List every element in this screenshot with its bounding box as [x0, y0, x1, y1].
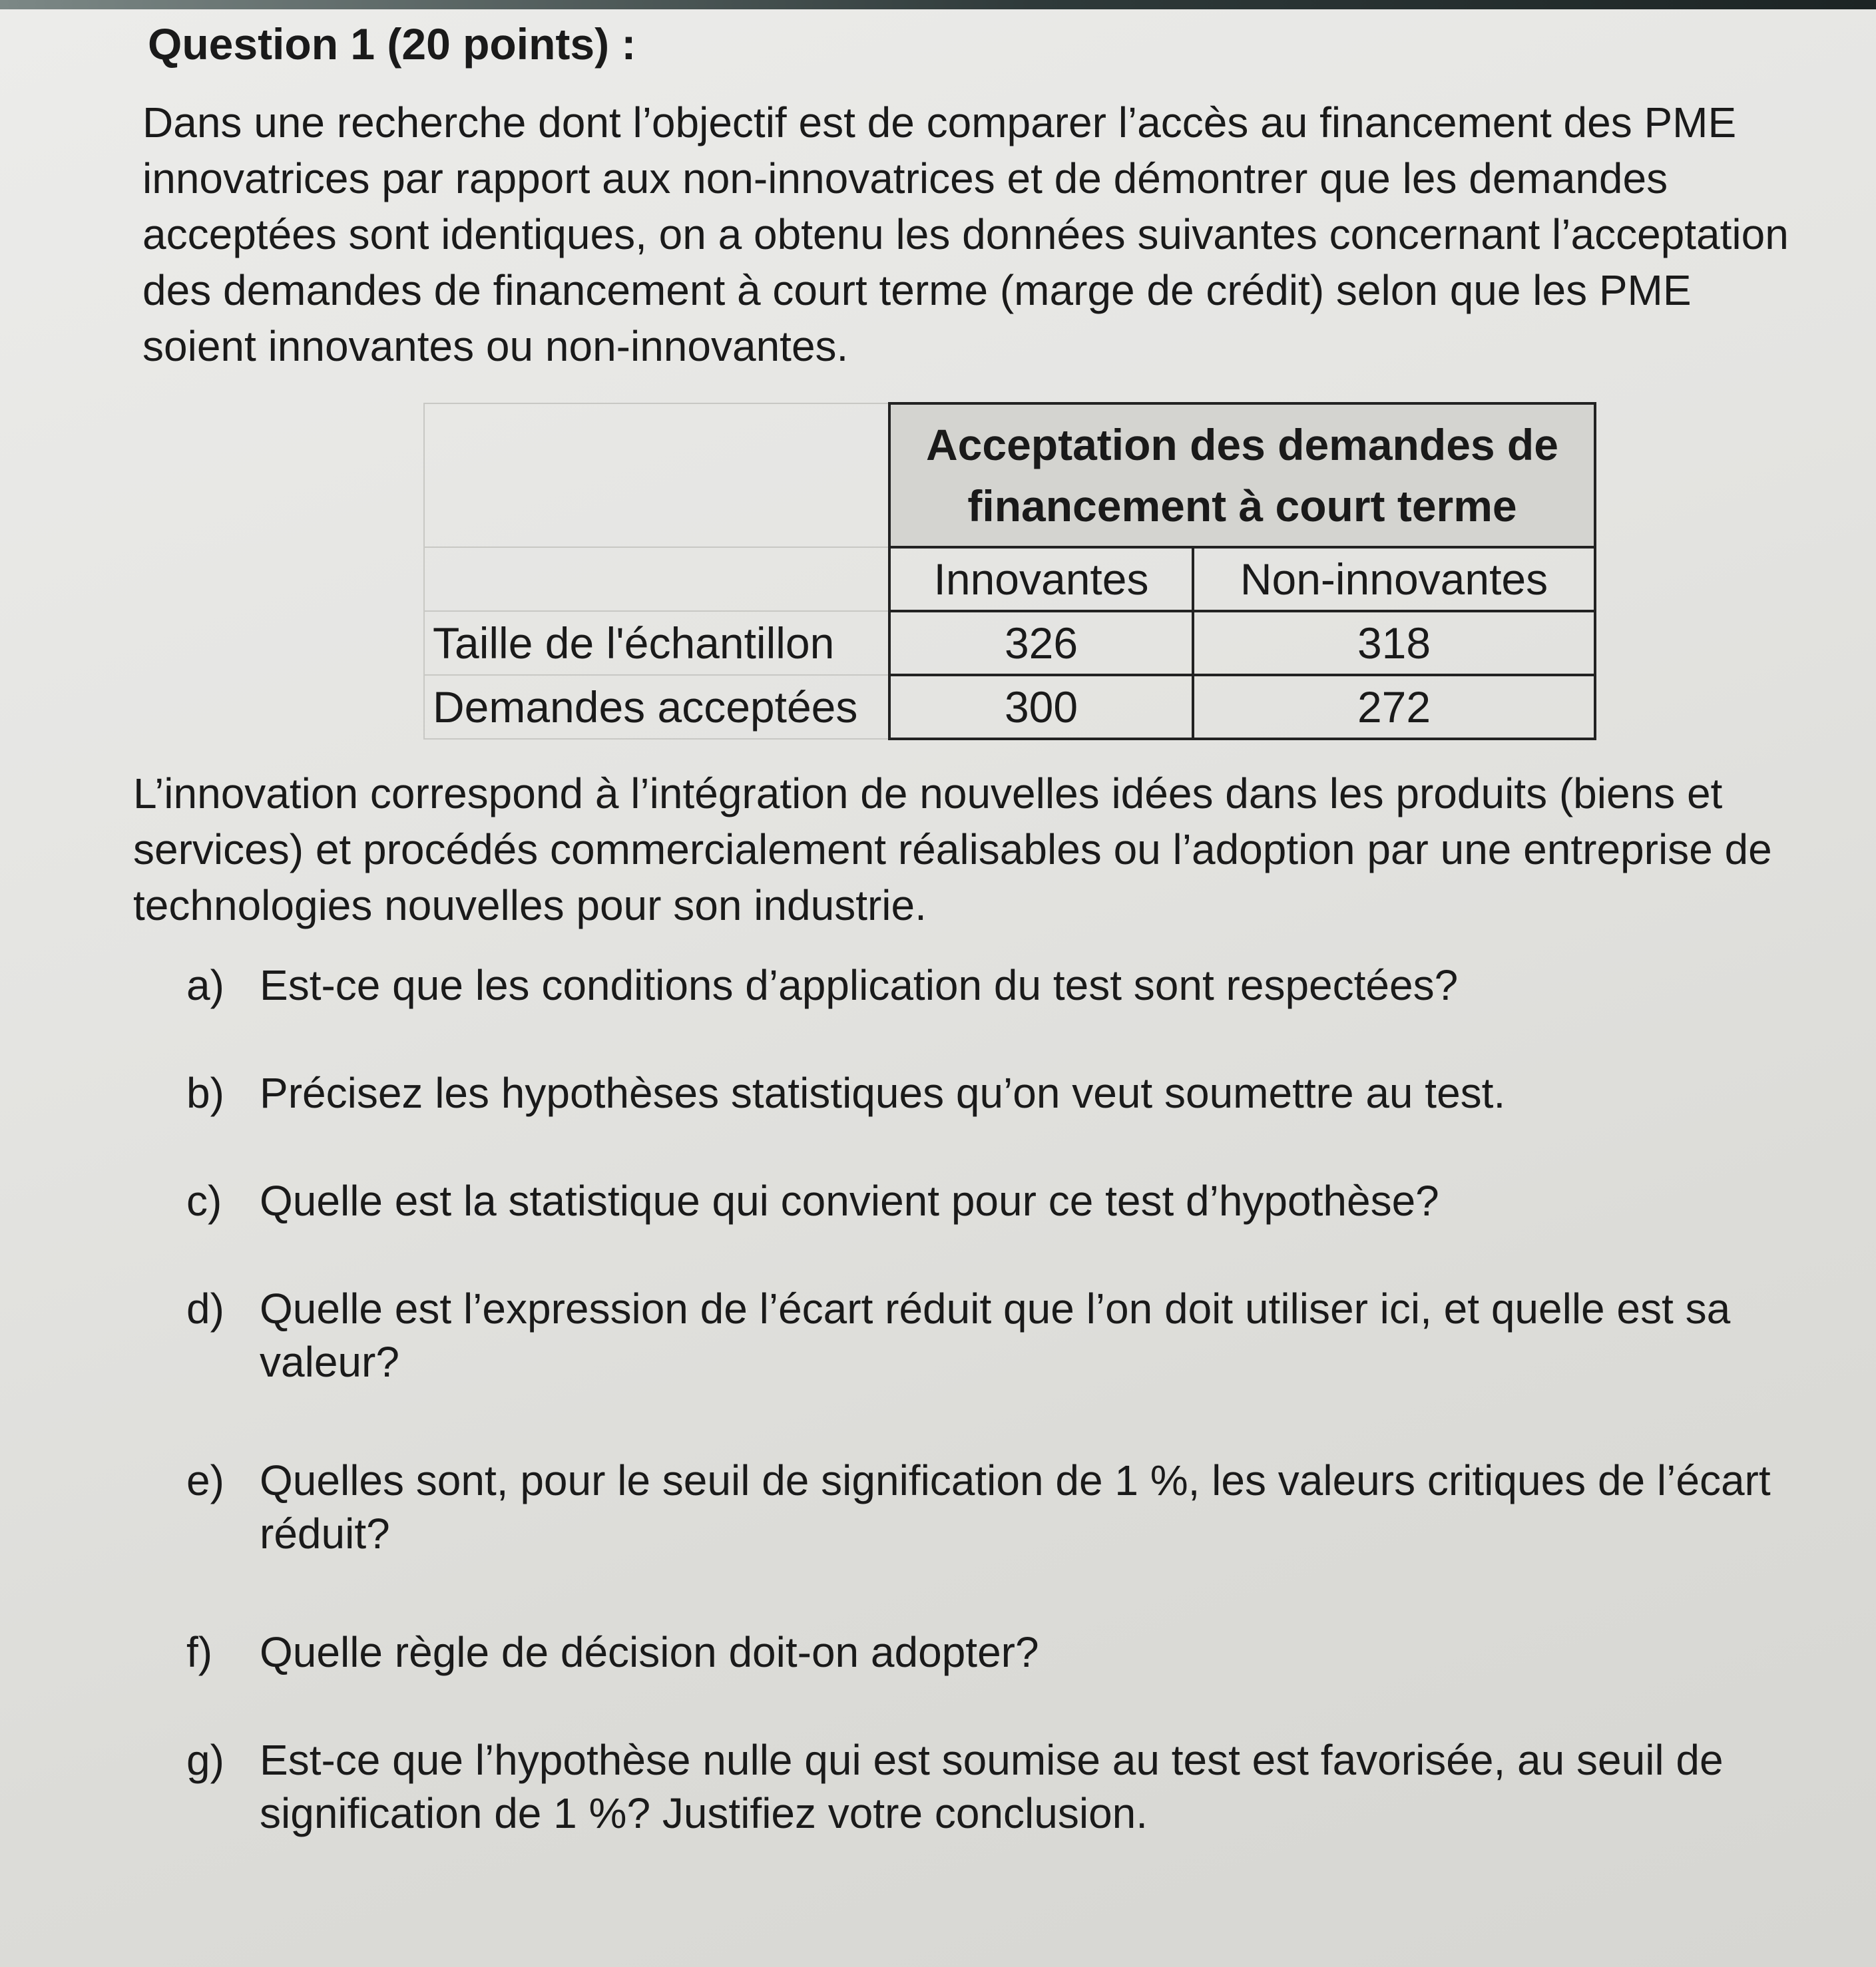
question-text — [260, 1454, 1844, 1560]
question-line: Quelles sont, pour le seuil de signification de 1 %, les valeurs critiques de l’écart — [260, 1456, 1771, 1504]
intro-line: Dans une recherche dont l’objectif est de comparer l’accès au financement des PME — [142, 99, 1737, 146]
definition-line: technologies nouvelles pour son industrie. — [133, 881, 927, 929]
question-text — [260, 959, 1844, 1012]
intro-paragraph — [142, 95, 1789, 374]
question-line: signification de 1 %? Justifiez votre conclusion. — [260, 1789, 1148, 1837]
question-line: Est-ce que l’hypothèse nulle qui est soumise au test est favorisée, au seuil de — [260, 1736, 1724, 1784]
question-text — [260, 1733, 1844, 1840]
question-letter: f) — [186, 1628, 213, 1676]
question-letter: b) — [186, 1069, 224, 1117]
question-line: valeur? — [260, 1338, 399, 1386]
question-line: Quelle est l’expression de l’écart réduit que l’on doit utiliser ici, et quelle est sa — [260, 1285, 1731, 1333]
intro-line: acceptées sont identiques, on a obtenu les données suivantes concernant l’acceptation — [142, 210, 1789, 258]
definition-line: services) et procédés commercialement réalisables ou l’adoption par une entreprise de — [133, 825, 1772, 873]
table-header-line: Acceptation des demandes de — [926, 420, 1558, 469]
column-header-innovantes: Innovantes — [889, 547, 1193, 611]
intro-line: soient innovantes ou non-innovantes. — [142, 322, 849, 370]
table-blank-cell — [424, 547, 889, 611]
question-letter: a) — [186, 961, 224, 1009]
question-text — [260, 1174, 1844, 1227]
question-letter: d) — [186, 1285, 224, 1333]
data-table — [423, 402, 1596, 740]
cell-demandes-innovantes: 300 — [889, 675, 1193, 739]
question-text — [260, 1282, 1844, 1389]
question-line: Est-ce que les conditions d’application du test sont respectées? — [260, 961, 1459, 1009]
question-line: Quelle règle de décision doit-on adopter? — [260, 1628, 1039, 1676]
table-header-line: financement à court terme — [967, 481, 1517, 531]
question-line: Précisez les hypothèses statistiques qu’on veut soumettre au test. — [260, 1069, 1506, 1117]
cell-taille-non-innovantes: 318 — [1193, 611, 1595, 675]
definition-paragraph — [133, 765, 1772, 933]
question-text — [260, 1626, 1844, 1679]
cell-demandes-non-innovantes: 272 — [1193, 675, 1595, 739]
cell-taille-innovantes: 326 — [889, 611, 1193, 675]
question-line: réduit? — [260, 1510, 390, 1558]
question-line: Quelle est la statistique qui convient pour ce test d’hypothèse? — [260, 1177, 1439, 1225]
top-dark-edge — [0, 0, 1876, 9]
row-label-demandes: Demandes acceptées — [424, 675, 889, 739]
table-header-cell — [889, 403, 1595, 547]
table-column-row — [424, 547, 1595, 611]
question-letter: e) — [186, 1456, 224, 1504]
row-label-taille: Taille de l'échantillon — [424, 611, 889, 675]
question-title: Question 1 (20 points) : — [148, 19, 636, 69]
intro-line: innovatrices par rapport aux non-innovatrices et de démontrer que les demandes — [142, 154, 1668, 202]
question-letter: c) — [186, 1177, 222, 1225]
question-letter: g) — [186, 1736, 224, 1784]
intro-line: des demandes de financement à court terme (marge de crédit) selon que les PME — [142, 266, 1692, 314]
table-row — [424, 611, 1595, 675]
question-text — [260, 1066, 1844, 1120]
column-header-non-innovantes: Non-innovantes — [1193, 547, 1595, 611]
definition-line: L’innovation correspond à l’intégration de nouvelles idées dans les produits (biens et — [133, 769, 1723, 817]
table-corner-cell — [424, 403, 889, 547]
table-header-row — [424, 403, 1595, 547]
table-row — [424, 675, 1595, 739]
